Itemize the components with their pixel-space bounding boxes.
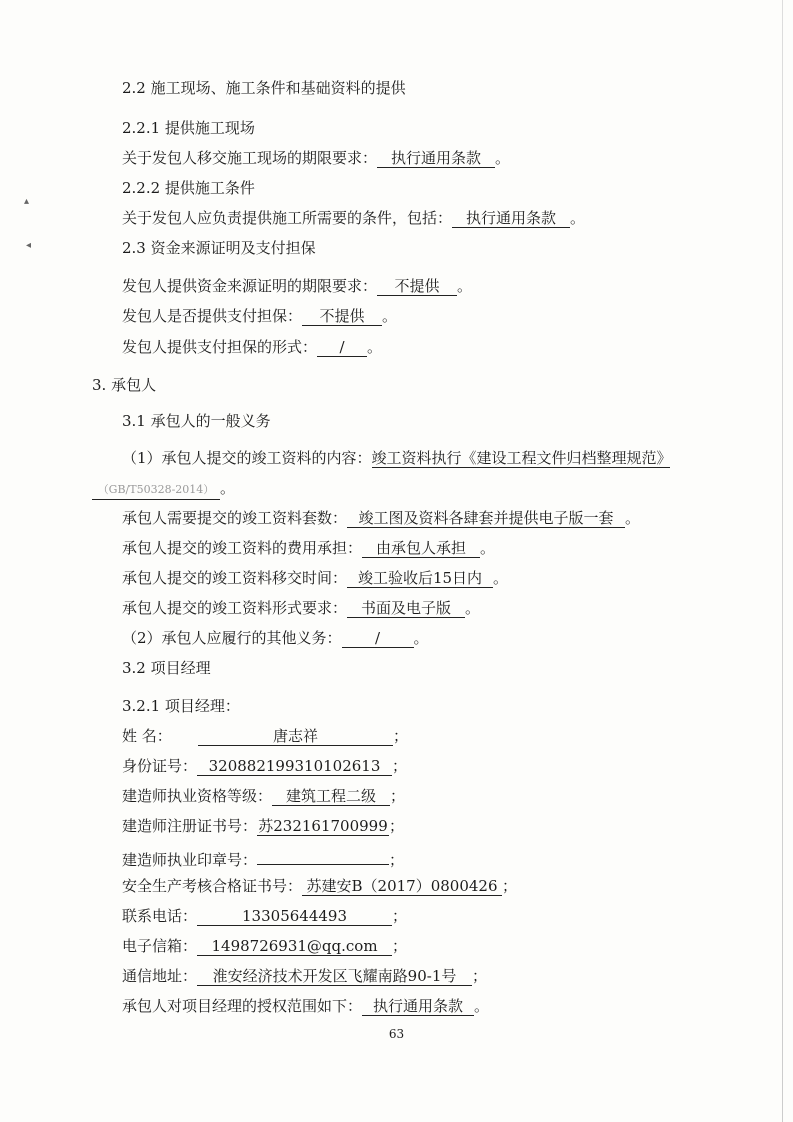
pm-name-line: 姓 名： 唐志祥 ； <box>122 727 409 745</box>
completion-docs-content-value: 竣工资料执行《建设工程文件归档整理规范》 <box>371 449 672 467</box>
docs-copies-value: 竣工图及资料各肆套并提供电子版一套 <box>347 509 625 528</box>
pm-scope-value: 执行通用条款 <box>362 997 474 1016</box>
docs-format-value: 书面及电子版 <box>347 599 465 618</box>
pm-seal-value <box>257 846 389 865</box>
pm-address-value: 淮安经济技术开发区飞耀南路90-1号 <box>197 967 472 986</box>
docs-cost-label: 承包人提交的竣工资料的费用承担： <box>122 539 363 557</box>
site-handover-label: 关于发包人移交施工现场的期限要求： <box>122 149 378 167</box>
pm-grade-label: 建造师执业资格等级： <box>122 787 273 805</box>
pm-safety-value: 苏建安B（2017）0800426 <box>302 877 502 896</box>
site-handover-value: 执行通用条款 <box>377 149 495 168</box>
pm-id-label: 身份证号： <box>122 757 198 775</box>
pm-id-line: 身份证号： 320882199310102613 ； <box>122 757 408 775</box>
site-handover-line: 关于发包人移交施工现场的期限要求： 执行通用条款 。 <box>122 149 511 167</box>
pm-name-value: 唐志祥 <box>198 727 393 746</box>
docs-handover-time-value: 竣工验收后15日内 <box>347 569 493 588</box>
docs-handover-time-line: 承包人提交的竣工资料移交时间： 竣工验收后15日内 。 <box>122 569 509 587</box>
guarantee-form-label: 发包人提供支付担保的形式： <box>122 338 318 356</box>
construction-conditions-value: 执行通用条款 <box>452 209 570 228</box>
page-number: 63 <box>388 1027 405 1041</box>
pm-email-value: 1498726931@qq.com <box>197 937 392 956</box>
section-3-heading: 3. 承包人 <box>92 376 157 394</box>
docs-cost-line: 承包人提交的竣工资料的费用承担： 由承包人承担 。 <box>122 539 496 557</box>
pm-phone-line: 联系电话： 13305644493 ； <box>122 907 408 925</box>
pm-safety-label: 安全生产考核合格证书号： <box>122 877 303 895</box>
docs-handover-time-label: 承包人提交的竣工资料移交时间： <box>122 569 348 587</box>
pm-cert-value: 苏232161700999 <box>258 817 388 835</box>
pm-phone-label: 联系电话： <box>122 907 198 925</box>
section-2-3-heading: 2.3 资金来源证明及支付担保 <box>122 239 316 257</box>
completion-docs-standard-line: （GB/T50328-2014） 。 <box>92 478 235 500</box>
pm-seal-line: 建造师执业印章号： ； <box>122 846 404 870</box>
pm-scope-line: 承包人对项目经理的授权范围如下： 执行通用条款 。 <box>122 997 490 1015</box>
scan-speck: ▴ <box>24 196 30 207</box>
pm-safety-line: 安全生产考核合格证书号： 苏建安B（2017）0800426 ； <box>122 877 518 895</box>
section-3-2-1-heading: 3.2.1 项目经理： <box>122 697 240 715</box>
guarantee-form-value: / <box>317 338 367 357</box>
pm-address-label: 通信地址： <box>122 967 198 985</box>
pm-id-value: 320882199310102613 <box>197 757 392 776</box>
other-obligations-label: （2）承包人应履行的其他义务： <box>122 629 342 647</box>
docs-format-line: 承包人提交的竣工资料形式要求： 书面及电子版 。 <box>122 599 481 617</box>
construction-conditions-line: 关于发包人应负责提供施工所需要的条件，包括： 执行通用条款 。 <box>122 209 586 227</box>
scan-speck: ◂ <box>26 240 32 251</box>
section-2-2-1-heading: 2.2.1 提供施工现场 <box>122 119 255 137</box>
completion-docs-standard-code: （GB/T50328-2014） <box>92 481 220 500</box>
fund-proof-label: 发包人提供资金来源证明的期限要求： <box>122 277 378 295</box>
completion-docs-content-line <box>122 448 670 468</box>
section-3-1-heading: 3.1 承包人的一般义务 <box>122 412 271 430</box>
section-3-2-heading: 3.2 项目经理 <box>122 659 211 677</box>
pm-grade-value: 建筑工程二级 <box>272 787 390 806</box>
docs-copies-line: 承包人需要提交的竣工资料套数： 竣工图及资料各肆套并提供电子版一套 。 <box>122 509 641 527</box>
pm-seal-label: 建造师执业印章号： <box>122 851 258 869</box>
other-obligations-value: / <box>342 629 414 648</box>
pm-phone-value: 13305644493 <box>197 907 392 926</box>
page-edge-shadow <box>782 0 783 1122</box>
docs-copies-label: 承包人需要提交的竣工资料套数： <box>122 509 348 527</box>
payment-guarantee-line: 发包人是否提供支付担保： 不提供 。 <box>122 307 398 325</box>
guarantee-form-line: 发包人提供支付担保的形式： / 。 <box>122 338 383 356</box>
docs-cost-value: 由承包人承担 <box>362 539 480 558</box>
payment-guarantee-value: 不提供 <box>302 307 382 326</box>
other-obligations-line: （2）承包人应履行的其他义务： / 。 <box>122 629 429 647</box>
pm-cert-line: 建造师注册证书号：苏232161700999； <box>122 817 405 835</box>
pm-address-line: 通信地址： 淮安经济技术开发区飞耀南路90-1号 ； <box>122 967 488 985</box>
pm-name-label: 姓 名： <box>122 727 172 745</box>
section-2-2-2-heading: 2.2.2 提供施工条件 <box>122 179 255 197</box>
fund-proof-line: 发包人提供资金来源证明的期限要求： 不提供 。 <box>122 277 473 295</box>
pm-scope-label: 承包人对项目经理的授权范围如下： <box>122 997 363 1015</box>
fund-proof-value: 不提供 <box>377 277 457 296</box>
pm-email-line: 电子信箱： 1498726931@qq.com ； <box>122 937 408 955</box>
pm-cert-label: 建造师注册证书号： <box>122 817 258 835</box>
construction-conditions-label: 关于发包人应负责提供施工所需要的条件，包括： <box>122 209 453 227</box>
pm-grade-line: 建造师执业资格等级： 建筑工程二级 ； <box>122 787 406 805</box>
pm-email-label: 电子信箱： <box>122 937 198 955</box>
section-2-2-heading: 2.2 施工现场、施工条件和基础资料的提供 <box>122 79 406 97</box>
docs-format-label: 承包人提交的竣工资料形式要求： <box>122 599 348 617</box>
payment-guarantee-label: 发包人是否提供支付担保： <box>122 307 303 325</box>
completion-docs-content-label: （1）承包人提交的竣工资料的内容： <box>122 449 372 467</box>
